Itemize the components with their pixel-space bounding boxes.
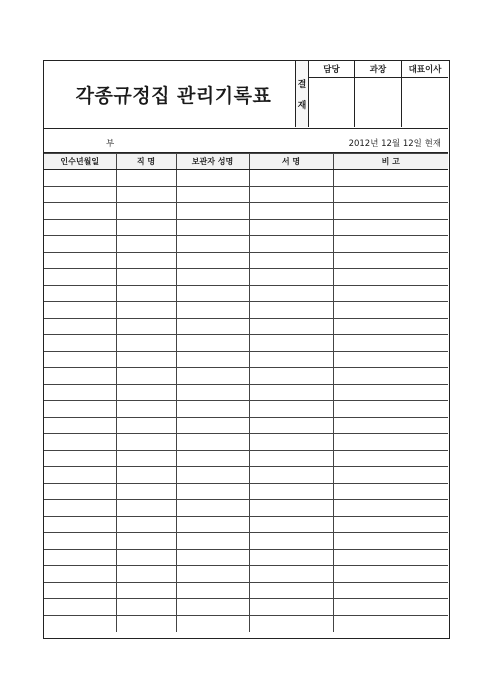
cell-remarks[interactable]: [333, 236, 448, 253]
cell-received-date[interactable]: [44, 582, 116, 599]
table-row: [44, 351, 448, 368]
cell-received-date[interactable]: [44, 203, 116, 220]
approval-box: [295, 61, 448, 127]
cell-remarks[interactable]: [333, 549, 448, 566]
cell-position[interactable]: [116, 351, 176, 368]
cell-remarks[interactable]: [333, 417, 448, 434]
cell-signature[interactable]: [249, 615, 333, 632]
table-row: [44, 203, 448, 220]
table-row: [44, 335, 448, 352]
cell-remarks[interactable]: [333, 434, 448, 451]
cell-position[interactable]: [116, 483, 176, 500]
cell-remarks[interactable]: [333, 368, 448, 385]
cell-signature[interactable]: [249, 599, 333, 616]
table-row: [44, 417, 448, 434]
approval-head-manager: 과장: [355, 61, 401, 78]
approval-sign-manager[interactable]: [355, 78, 401, 127]
cell-signature[interactable]: [249, 417, 333, 434]
cell-received-date[interactable]: [44, 566, 116, 583]
table-row: [44, 533, 448, 550]
cell-position[interactable]: [116, 615, 176, 632]
approval-label-top: 결: [297, 80, 307, 90]
cell-custodian-name[interactable]: [176, 582, 249, 599]
cell-custodian-name[interactable]: [176, 401, 249, 418]
cell-position[interactable]: [116, 516, 176, 533]
cell-received-date[interactable]: [44, 599, 116, 616]
col-header-remarks: 비 고: [333, 154, 448, 170]
col-header-position: 직 명: [116, 154, 176, 170]
cell-custodian-name[interactable]: [176, 615, 249, 632]
cell-signature[interactable]: [249, 434, 333, 451]
cell-received-date[interactable]: [44, 335, 116, 352]
cell-position[interactable]: [116, 500, 176, 517]
cell-custodian-name[interactable]: [176, 599, 249, 616]
approval-sign-ceo[interactable]: [402, 78, 448, 127]
table-row: [44, 549, 448, 566]
cell-received-date[interactable]: [44, 500, 116, 517]
table-row: [44, 384, 448, 401]
cell-custodian-name[interactable]: [176, 318, 249, 335]
cell-position[interactable]: [116, 417, 176, 434]
table-body: [44, 170, 448, 632]
cell-position[interactable]: [116, 450, 176, 467]
cell-received-date[interactable]: [44, 318, 116, 335]
cell-remarks[interactable]: [333, 582, 448, 599]
cell-custodian-name[interactable]: [176, 467, 249, 484]
table-row: [44, 269, 448, 286]
cell-signature[interactable]: [249, 269, 333, 286]
cell-position[interactable]: [116, 549, 176, 566]
cell-custodian-name[interactable]: [176, 302, 249, 319]
cell-received-date[interactable]: [44, 516, 116, 533]
cell-signature[interactable]: [249, 467, 333, 484]
cell-received-date[interactable]: [44, 269, 116, 286]
cell-position[interactable]: [116, 252, 176, 269]
cell-remarks[interactable]: [333, 351, 448, 368]
cell-custodian-name[interactable]: [176, 434, 249, 451]
cell-remarks[interactable]: [333, 285, 448, 302]
cell-custodian-name[interactable]: [176, 219, 249, 236]
cell-remarks[interactable]: [333, 186, 448, 203]
cell-position[interactable]: [116, 285, 176, 302]
cell-remarks[interactable]: [333, 269, 448, 286]
table-row: [44, 483, 448, 500]
cell-remarks[interactable]: [333, 500, 448, 517]
cell-position[interactable]: [116, 533, 176, 550]
approval-label: [296, 61, 309, 127]
cell-custodian-name[interactable]: [176, 186, 249, 203]
table-row: [44, 302, 448, 319]
cell-position[interactable]: [116, 434, 176, 451]
cell-received-date[interactable]: [44, 417, 116, 434]
cell-custodian-name[interactable]: [176, 483, 249, 500]
cell-remarks[interactable]: [333, 533, 448, 550]
cell-signature[interactable]: [249, 302, 333, 319]
cell-position[interactable]: [116, 186, 176, 203]
table-row: [44, 434, 448, 451]
cell-position[interactable]: [116, 170, 176, 187]
cell-custodian-name[interactable]: [176, 236, 249, 253]
cell-received-date[interactable]: [44, 351, 116, 368]
cell-signature[interactable]: [249, 252, 333, 269]
cell-position[interactable]: [116, 302, 176, 319]
cell-remarks[interactable]: [333, 203, 448, 220]
cell-received-date[interactable]: [44, 236, 116, 253]
cell-custodian-name[interactable]: [176, 566, 249, 583]
cell-position[interactable]: [116, 368, 176, 385]
approval-col-staff: [309, 61, 355, 127]
table-row: [44, 566, 448, 583]
approval-head-ceo: 대표이사: [402, 61, 448, 78]
cell-received-date[interactable]: [44, 401, 116, 418]
cell-position[interactable]: [116, 236, 176, 253]
cell-received-date[interactable]: [44, 302, 116, 319]
approval-col-ceo: [402, 61, 448, 127]
table-row: [44, 170, 448, 187]
cell-remarks[interactable]: [333, 566, 448, 583]
cell-custodian-name[interactable]: [176, 417, 249, 434]
table-row: [44, 252, 448, 269]
cell-signature[interactable]: [249, 500, 333, 517]
cell-signature[interactable]: [249, 582, 333, 599]
cell-position[interactable]: [116, 566, 176, 583]
cell-remarks[interactable]: [333, 599, 448, 616]
cell-custodian-name[interactable]: [176, 170, 249, 187]
cell-received-date[interactable]: [44, 368, 116, 385]
cell-custodian-name[interactable]: [176, 516, 249, 533]
cell-custodian-name[interactable]: [176, 384, 249, 401]
table-row: [44, 450, 448, 467]
as-of-date: 2012년 12월 12일 현재: [348, 139, 441, 149]
cell-custodian-name[interactable]: [176, 285, 249, 302]
cell-remarks[interactable]: [333, 384, 448, 401]
info-line: [44, 129, 448, 153]
form-header: [44, 61, 448, 129]
table-row: [44, 368, 448, 385]
cell-custodian-name[interactable]: [176, 269, 249, 286]
cell-signature[interactable]: [249, 533, 333, 550]
cell-received-date[interactable]: [44, 285, 116, 302]
cell-received-date[interactable]: [44, 549, 116, 566]
cell-remarks[interactable]: [333, 302, 448, 319]
cell-received-date[interactable]: [44, 450, 116, 467]
cell-received-date[interactable]: [44, 384, 116, 401]
cell-remarks[interactable]: [333, 335, 448, 352]
document-form: [43, 60, 450, 639]
cell-signature[interactable]: [249, 318, 333, 335]
cell-custodian-name[interactable]: [176, 335, 249, 352]
cell-received-date[interactable]: [44, 186, 116, 203]
cell-signature[interactable]: [249, 236, 333, 253]
cell-position[interactable]: [116, 384, 176, 401]
cell-position[interactable]: [116, 219, 176, 236]
cell-signature[interactable]: [249, 203, 333, 220]
cell-custodian-name[interactable]: [176, 549, 249, 566]
table-row: [44, 236, 448, 253]
table-row: [44, 582, 448, 599]
col-header-custodian-name: 보관자 성명: [176, 154, 249, 170]
cell-received-date[interactable]: [44, 483, 116, 500]
table-header-row: [44, 154, 448, 170]
cell-remarks[interactable]: [333, 450, 448, 467]
cell-signature[interactable]: [249, 170, 333, 187]
cell-position[interactable]: [116, 582, 176, 599]
cell-received-date[interactable]: [44, 615, 116, 632]
department-label: 부: [106, 139, 115, 149]
cell-custodian-name[interactable]: [176, 203, 249, 220]
cell-position[interactable]: [116, 269, 176, 286]
cell-custodian-name[interactable]: [176, 450, 249, 467]
col-header-received-date: 인수년월일: [44, 154, 116, 170]
table-row: [44, 219, 448, 236]
cell-custodian-name[interactable]: [176, 252, 249, 269]
cell-position[interactable]: [116, 467, 176, 484]
cell-remarks[interactable]: [333, 252, 448, 269]
cell-received-date[interactable]: [44, 467, 116, 484]
approval-head-staff: 담당: [309, 61, 354, 78]
cell-signature[interactable]: [249, 483, 333, 500]
table-row: [44, 615, 448, 632]
approval-sign-staff[interactable]: [309, 78, 354, 127]
table-row: [44, 467, 448, 484]
col-header-signature: 서 명: [249, 154, 333, 170]
cell-received-date[interactable]: [44, 434, 116, 451]
cell-position[interactable]: [116, 335, 176, 352]
cell-remarks[interactable]: [333, 516, 448, 533]
cell-remarks[interactable]: [333, 483, 448, 500]
table-row: [44, 500, 448, 517]
cell-signature[interactable]: [249, 285, 333, 302]
table-row: [44, 285, 448, 302]
table-row: [44, 401, 448, 418]
table-row: [44, 599, 448, 616]
cell-received-date[interactable]: [44, 219, 116, 236]
approval-label-bottom: 재: [297, 101, 307, 111]
cell-received-date[interactable]: [44, 533, 116, 550]
cell-signature[interactable]: [249, 401, 333, 418]
cell-custodian-name[interactable]: [176, 351, 249, 368]
cell-signature[interactable]: [249, 368, 333, 385]
cell-received-date[interactable]: [44, 170, 116, 187]
cell-position[interactable]: [116, 599, 176, 616]
cell-position[interactable]: [116, 318, 176, 335]
cell-signature[interactable]: [249, 384, 333, 401]
cell-signature[interactable]: [249, 549, 333, 566]
table-row: [44, 318, 448, 335]
cell-received-date[interactable]: [44, 252, 116, 269]
cell-custodian-name[interactable]: [176, 368, 249, 385]
cell-signature[interactable]: [249, 186, 333, 203]
cell-remarks[interactable]: [333, 170, 448, 187]
cell-signature[interactable]: [249, 335, 333, 352]
cell-custodian-name[interactable]: [176, 533, 249, 550]
cell-signature[interactable]: [249, 219, 333, 236]
cell-remarks[interactable]: [333, 401, 448, 418]
cell-signature[interactable]: [249, 351, 333, 368]
cell-remarks[interactable]: [333, 318, 448, 335]
form-title: 각종규정집 관리기록표: [75, 84, 272, 107]
cell-signature[interactable]: [249, 566, 333, 583]
table-row: [44, 516, 448, 533]
record-table: [44, 153, 448, 632]
cell-position[interactable]: [116, 401, 176, 418]
cell-remarks[interactable]: [333, 467, 448, 484]
approval-col-manager: [355, 61, 402, 127]
cell-custodian-name[interactable]: [176, 500, 249, 517]
cell-signature[interactable]: [249, 516, 333, 533]
cell-position[interactable]: [116, 203, 176, 220]
cell-signature[interactable]: [249, 450, 333, 467]
cell-remarks[interactable]: [333, 615, 448, 632]
cell-remarks[interactable]: [333, 219, 448, 236]
table-row: [44, 186, 448, 203]
